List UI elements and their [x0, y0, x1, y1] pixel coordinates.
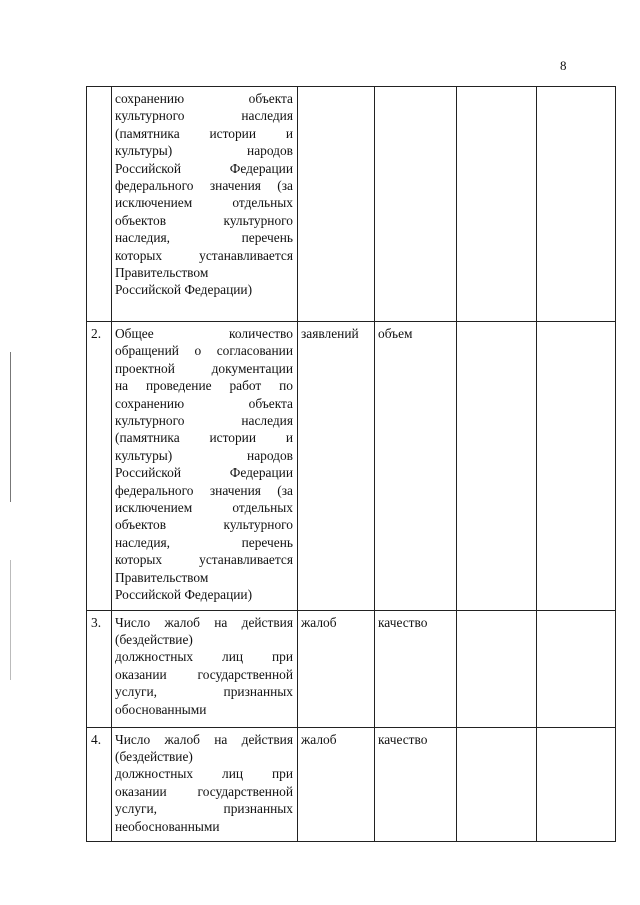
- description-line: должностных лиц при: [115, 766, 293, 782]
- empty-cell: [537, 610, 616, 727]
- empty-cell: [457, 322, 537, 611]
- empty-cell: [457, 610, 537, 727]
- description-line: культурного наследия: [115, 108, 293, 124]
- description-line: Число жалоб на действия: [115, 731, 293, 747]
- description-line: обоснованными: [115, 701, 207, 717]
- description-line: Российской Федерации): [115, 587, 253, 603]
- description-line: культурного наследия: [115, 413, 293, 429]
- description-line: (бездействие): [115, 748, 193, 764]
- description-line: которых устанавливается: [115, 247, 293, 263]
- description-line: (бездействие): [115, 631, 193, 647]
- table-row: [87, 322, 616, 611]
- description-line: Российской Федерации: [115, 160, 293, 176]
- unit-cell: жалоб: [298, 727, 375, 841]
- description-line: сохранению объекта: [115, 91, 293, 106]
- row-number-cell: 3.: [87, 610, 112, 727]
- description-line: оказании государственной: [115, 783, 293, 799]
- indicator-description-cell: [112, 87, 298, 322]
- indicator-table: [86, 86, 616, 842]
- description-line: исключением отдельных: [115, 195, 293, 211]
- description-line: Общее количество: [115, 326, 293, 341]
- empty-cell: [537, 322, 616, 611]
- description-line: оказании государственной: [115, 666, 293, 682]
- description-line: которых устанавливается: [115, 552, 293, 568]
- description-line: наследия, перечень: [115, 230, 293, 246]
- scan-margin-mark: [10, 352, 11, 502]
- description-line: культуры) народов: [115, 143, 293, 159]
- table-row: [87, 87, 616, 322]
- empty-cell: [457, 87, 537, 322]
- description-line: необоснованными: [115, 818, 220, 834]
- description-line: культуры) народов: [115, 447, 293, 463]
- page-number: 8: [560, 58, 567, 73]
- description-line: обращений о согласовании: [115, 343, 293, 359]
- description-line: услуги, признанных: [115, 801, 293, 817]
- unit-cell: [298, 87, 375, 322]
- unit-cell: жалоб: [298, 610, 375, 727]
- table-row: [87, 727, 616, 841]
- indicator-description-cell: [112, 727, 298, 841]
- description-line: наследия, перечень: [115, 534, 293, 550]
- row-number-cell: [87, 87, 112, 322]
- indicator-description-cell: [112, 610, 298, 727]
- indicator-type-cell: качество: [375, 610, 457, 727]
- description-line: (памятника истории и: [115, 430, 293, 446]
- description-line: Российской Федерации: [115, 465, 293, 481]
- description-line: Правительством: [115, 569, 209, 585]
- description-line: проектной документации: [115, 360, 293, 376]
- empty-cell: [457, 727, 537, 841]
- indicator-type-cell: [375, 87, 457, 322]
- description-line: объектов культурного: [115, 212, 293, 228]
- indicator-description-cell: [112, 322, 298, 611]
- description-line: Российской Федерации): [115, 282, 253, 298]
- row-number-cell: 4.: [87, 727, 112, 841]
- row-number-cell: 2.: [87, 322, 112, 611]
- description-line: объектов культурного: [115, 517, 293, 533]
- empty-cell: [537, 727, 616, 841]
- empty-cell: [537, 87, 616, 322]
- description-line: услуги, признанных: [115, 684, 293, 700]
- description-line: сохранению объекта: [115, 395, 293, 411]
- scan-margin-mark: [10, 560, 11, 680]
- indicator-type-cell: качество: [375, 727, 457, 841]
- description-line: федерального значения (за: [115, 482, 293, 498]
- description-line: (памятника истории и: [115, 125, 293, 141]
- description-line: исключением отдельных: [115, 500, 293, 516]
- description-line: на проведение работ по: [115, 378, 293, 394]
- description-line: Число жалоб на действия: [115, 614, 293, 630]
- description-line: Правительством: [115, 265, 209, 281]
- table-row: [87, 610, 616, 727]
- description-line: должностных лиц при: [115, 649, 293, 665]
- unit-cell: заявлений: [298, 322, 375, 611]
- indicator-type-cell: объем: [375, 322, 457, 611]
- description-line: федерального значения (за: [115, 178, 293, 194]
